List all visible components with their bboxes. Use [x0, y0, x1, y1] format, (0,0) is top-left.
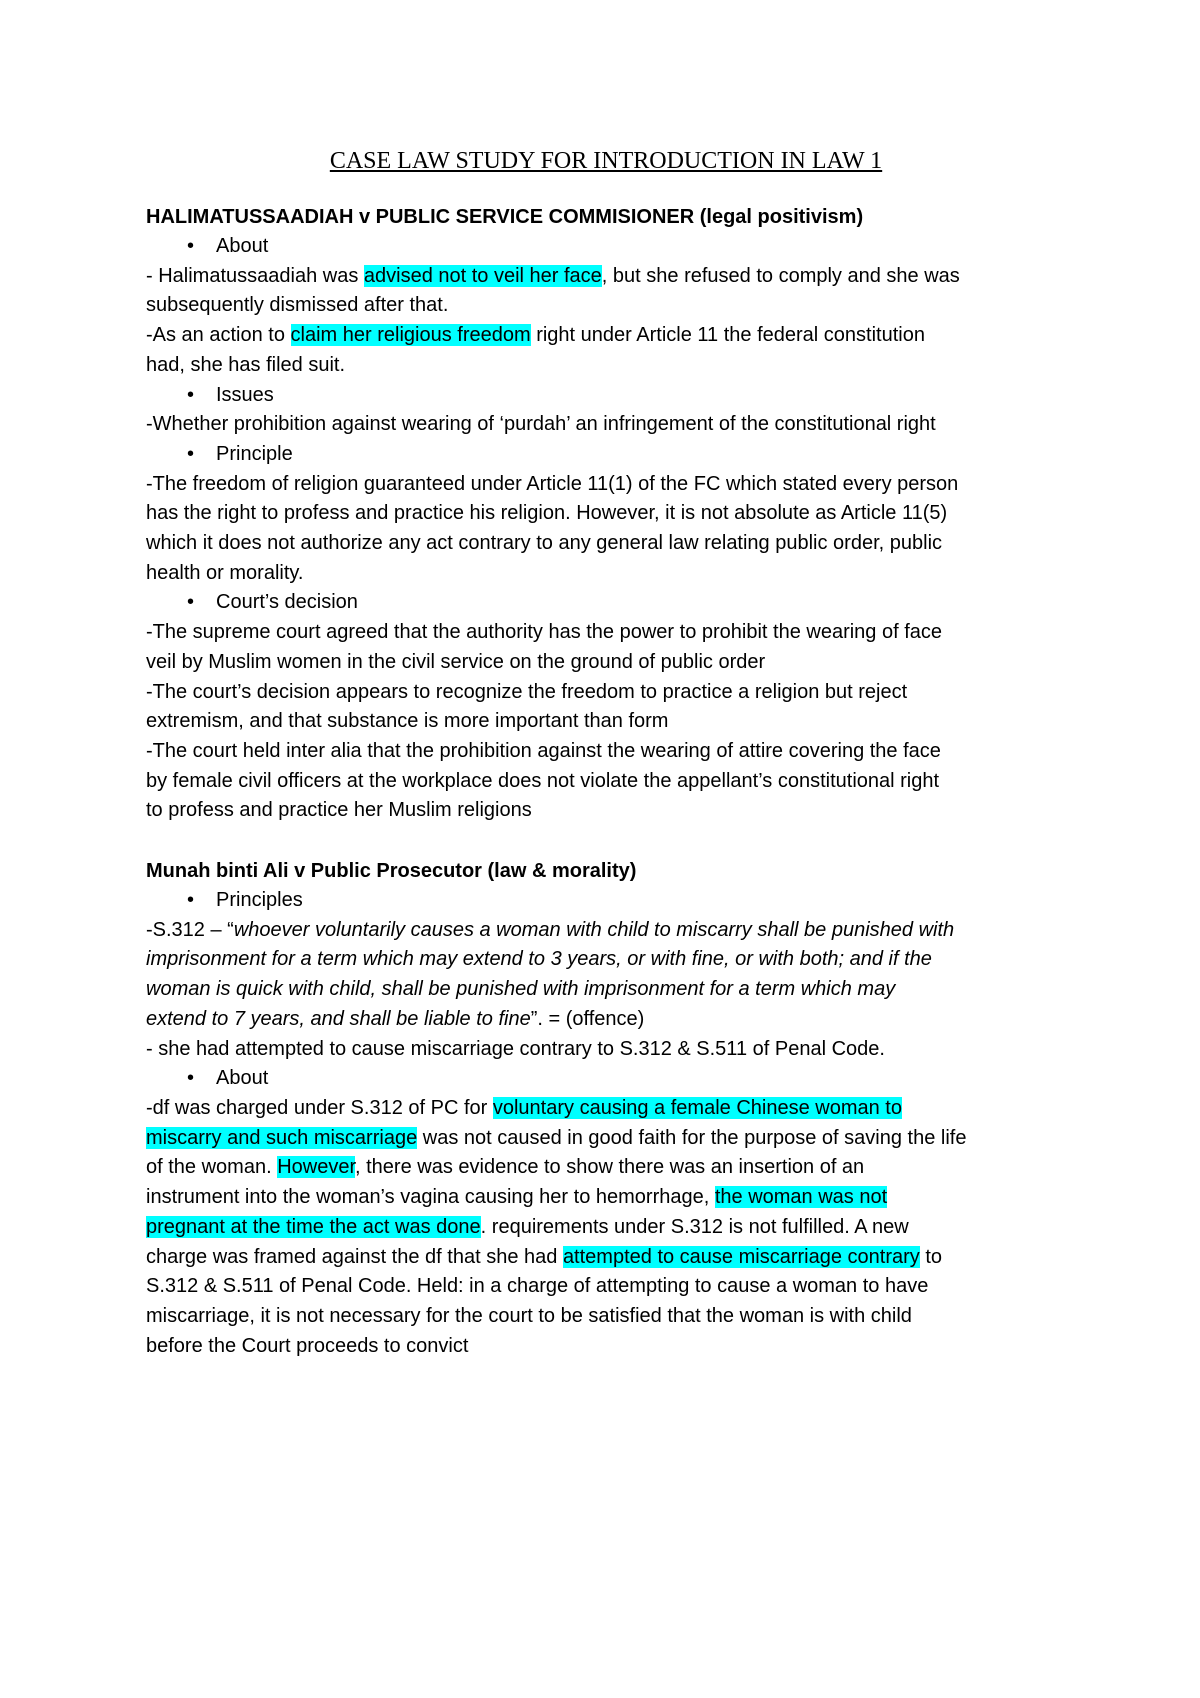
bullet-dot-icon: • [187, 383, 195, 406]
case2-bullet-principles [146, 886, 1066, 916]
case2-principles-line-5: - she had attempted to cause miscarriage contrary to S.312 & S.511 of Penal Code. [146, 1037, 885, 1060]
case1-principle-line-2: has the right to profess and practice his religion. However, it is not absolute as Article 11(5) [146, 502, 948, 525]
bullet-dot-icon: • [187, 889, 195, 912]
case2-about-line-4 [146, 1183, 1066, 1213]
case1-bullet-issues [146, 381, 1066, 411]
case2-about-line-6 [146, 1243, 1066, 1273]
highlighted-text: claim her religious freedom [290, 324, 531, 347]
case1-bullet-principle [146, 440, 1066, 470]
highlighted-text: attempted to cause miscarriage contrary [562, 1245, 920, 1268]
text-run: to [919, 1245, 943, 1268]
highlighted-text: miscarry and such miscarriage [146, 1126, 418, 1149]
case1-bullet-about [146, 232, 1066, 262]
bullet-label: Principle [216, 442, 293, 465]
text-run: -S.312 – “ [146, 918, 234, 941]
section-spacer [146, 826, 1066, 856]
text-run: right under Article 11 the federal constitution [530, 324, 925, 347]
italic-text: extend to 7 years, and shall be liable to fine [146, 1007, 531, 1030]
case1-about-line-4: had, she has filed suit. [146, 353, 346, 376]
text-run: - Halimatussaadiah was [146, 264, 364, 287]
bullet-label: Court’s decision [216, 591, 358, 614]
text-run: , there was evidence to show there was an insertion of an [355, 1156, 865, 1179]
case2-bullet-about [146, 1064, 1066, 1094]
text-run: -As an action to [146, 324, 291, 347]
highlighted-text: the woman was not [714, 1186, 888, 1209]
text-run: . requirements under S.312 is not fulfilled. A new [480, 1215, 909, 1238]
highlighted-text: pregnant at the time the act was done [146, 1215, 481, 1238]
case1-principle-line-1: -The freedom of religion guaranteed under Article 11(1) of the FC which stated every person [146, 472, 959, 495]
case2-about-line-3 [146, 1153, 1066, 1183]
case1-decision-line-2: veil by Muslim women in the civil service on the ground of public order [146, 650, 766, 673]
bullet-label: Issues [216, 383, 274, 406]
case1-about-line-1 [146, 262, 1066, 292]
bullet-dot-icon: • [187, 1067, 195, 1090]
text-run: of the woman. [146, 1156, 278, 1179]
document-title: CASE LAW STUDY FOR INTRODUCTION IN LAW 1 [329, 148, 883, 174]
text-run: , but she refused to comply and she was [601, 264, 960, 287]
case1-issues-line-1: -Whether prohibition against wearing of ‘purdah’ an infringement of the constitutional right [146, 413, 936, 436]
bullet-label: About [216, 235, 269, 257]
case1-about-line-2: subsequently dismissed after that. [146, 294, 449, 317]
bullet-label: Principles [216, 889, 303, 912]
case2-heading: Munah binti Ali v Public Prosecutor (law & morality) [146, 860, 637, 883]
highlighted-text: advised not to veil her face [363, 264, 602, 287]
italic-text: whoever voluntarily causes a woman with child to miscarry shall be punished with [233, 918, 955, 941]
case1-bullet-decision [146, 588, 1066, 618]
case1-decision-line-3: -The court’s decision appears to recognize the freedom to practice a religion but reject [146, 680, 908, 703]
case1-decision-line-4: extremism, and that substance is more important than form [146, 710, 669, 733]
bullet-label: About [216, 1067, 269, 1090]
highlighted-text: voluntary causing a female Chinese woman to [492, 1096, 902, 1119]
case2-about-line-1 [146, 1094, 1066, 1124]
case1-principle-line-4: health or morality. [146, 561, 304, 584]
case1-principle-line-3: which it does not authorize any act contrary to any general law relating public order, public [146, 532, 943, 555]
case1-heading: HALIMATUSSAADIAH v PUBLIC SERVICE COMMISIONER (legal positivism) [146, 206, 864, 228]
case1-decision-line-6: by female civil officers at the workplace does not violate the appellant’s constitutional right [146, 769, 940, 792]
case2-principles-line-2: imprisonment for a term which may extend to 3 years, or with fine, or with both; and if the [146, 948, 932, 971]
case1-decision-line-7: to profess and practice her Muslim religions [146, 799, 532, 822]
text-run: instrument into the woman’s vagina causing her to hemorrhage, [146, 1186, 715, 1209]
case2-about-line-8: miscarriage, it is not necessary for the court to be satisfied that the woman is with child [146, 1304, 912, 1327]
text-run: charge was framed against the df that she had [146, 1245, 563, 1268]
case1-decision-line-1: -The supreme court agreed that the authority has the power to prohibit the wearing of face [146, 621, 943, 644]
bullet-dot-icon: • [187, 591, 195, 614]
bullet-dot-icon: • [187, 235, 195, 257]
text-run: ”. = (offence) [530, 1007, 645, 1030]
case2-about-line-2 [146, 1124, 1066, 1154]
case2-about-line-5 [146, 1213, 1066, 1243]
case2-about-line-7: S.312 & S.511 of Penal Code. Held: in a charge of attempting to cause a woman to have [146, 1275, 929, 1298]
case2-principles-line-4 [146, 1005, 1066, 1035]
case2-about-line-9: before the Court proceeds to convict [146, 1334, 469, 1357]
case2-principles-line-1 [146, 916, 1066, 946]
highlighted-text: However [277, 1156, 355, 1179]
case1-about-line-3 [146, 321, 1066, 351]
bullet-dot-icon: • [187, 442, 195, 465]
text-run: was not caused in good faith for the purpose of saving the life [417, 1126, 967, 1149]
case2-principles-line-3: woman is quick with child, shall be punished with imprisonment for a term which may [146, 978, 896, 1001]
document-content [146, 146, 1066, 1361]
case1-decision-line-5: -The court held inter alia that the prohibition against the wearing of attire covering the face [146, 739, 941, 762]
text-run: -df was charged under S.312 of PC for [146, 1096, 493, 1119]
